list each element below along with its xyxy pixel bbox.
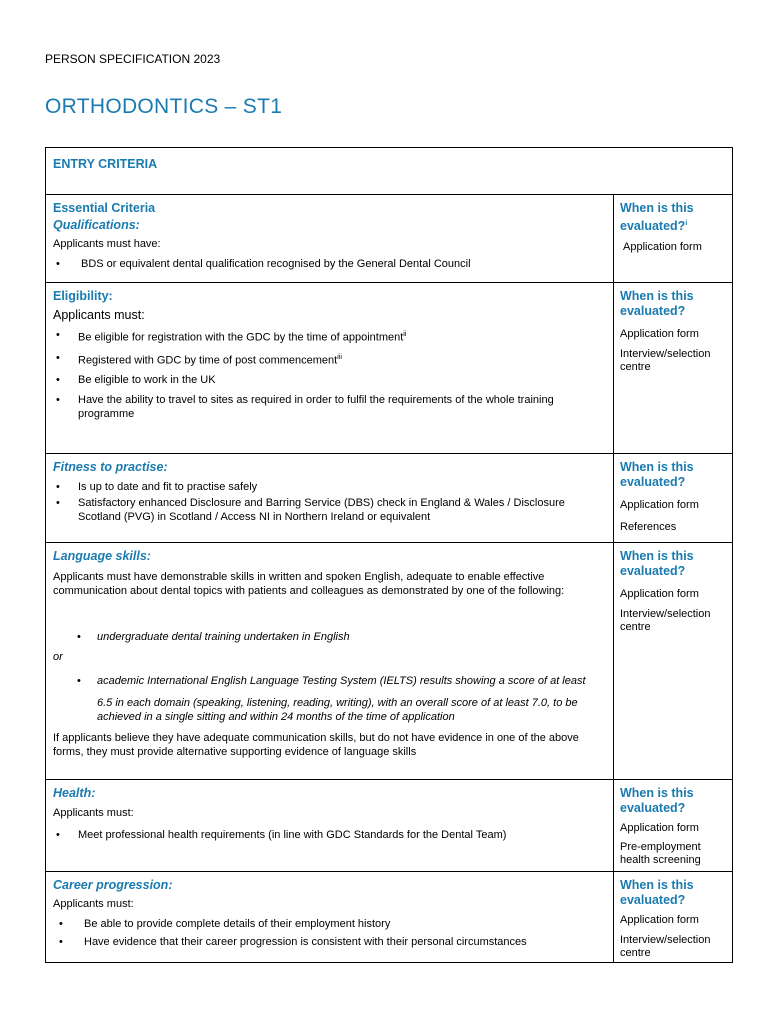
health-row bbox=[46, 779, 732, 871]
health-heading: Health: bbox=[53, 786, 96, 800]
evaluation-method: References bbox=[620, 521, 677, 533]
career-heading: Career progression: bbox=[53, 878, 173, 892]
fitness-heading: Fitness to practise: bbox=[53, 460, 168, 474]
when-evaluated-label: When is this evaluated? bbox=[620, 460, 694, 489]
list-item: • Meet professional health requirements (in line with GDC Standards for the Dental Team) bbox=[56, 829, 507, 841]
list-item: • Is up to date and fit to practise safely bbox=[56, 481, 258, 493]
qualifications-row bbox=[46, 194, 732, 282]
evaluation-method: Application form bbox=[620, 499, 699, 511]
entry-criteria-title: ENTRY CRITERIA bbox=[53, 157, 158, 171]
health-intro: Applicants must: bbox=[53, 807, 134, 819]
when-evaluated-label: When is this evaluated? bbox=[620, 289, 694, 318]
entry-criteria-row bbox=[46, 148, 732, 194]
language-row bbox=[46, 542, 732, 779]
list-item: • Satisfactory enhanced Disclosure and Barring Service (DBS) check in England & Wales / Disclosure Scotland (PVG) in Scotland / Access NI in Northern Ireland or equivalent bbox=[56, 497, 565, 523]
list-item: • Be able to provide complete details of their employment history bbox=[59, 918, 391, 930]
ielts-details: 6.5 in each domain (speaking, listening, reading, writing), with an overall score of at least 7.0, to be achieved in a single sitting and within 24 months of the time of application bbox=[97, 697, 578, 723]
language-heading: Language skills: bbox=[53, 549, 151, 563]
qualifications-intro: Applicants must have: bbox=[53, 238, 161, 250]
fitness-row bbox=[46, 453, 732, 542]
list-item: • Have the ability to travel to sites as required in order to fulfil the requirements of the whole training programme bbox=[56, 394, 554, 421]
evaluation-method: Interview/selection centre bbox=[620, 348, 711, 373]
essential-criteria-heading: Essential Criteria bbox=[53, 201, 156, 215]
eligibility-heading: Eligibility: bbox=[53, 289, 113, 303]
or-label: or bbox=[53, 651, 63, 663]
evaluation-method: Application form bbox=[620, 328, 699, 340]
career-intro: Applicants must: bbox=[53, 898, 134, 910]
evaluation-method: Application form bbox=[620, 588, 699, 600]
when-evaluated-label: When is this evaluated?$^i$ bbox=[620, 201, 694, 234]
list-item: • Be eligible for registration with the GDC by the time of appointment$^{ii}$ bbox=[56, 329, 407, 344]
evaluation-method: Application form bbox=[623, 241, 702, 254]
evaluation-method: Application form bbox=[620, 822, 699, 834]
language-intro: Applicants must have demonstrable skills in written and spoken English, adequate to enable effective communication about dental topics with patients and colleagues as demonstrated by one of the following: bbox=[53, 571, 565, 597]
eligibility-intro: Applicants must: bbox=[53, 308, 145, 322]
evaluation-method: Application form bbox=[620, 914, 699, 926]
list-item: • undergraduate dental training undertaken in English bbox=[77, 631, 350, 643]
list-item: • BDS or equivalent dental qualification recognised by the General Dental Council bbox=[56, 258, 471, 270]
language-outro: If applicants believe they have adequate communication skills, but do not have evidence in one of the above forms, they must provide alternative supporting evidence of language skills bbox=[53, 732, 579, 758]
qualifications-heading: Qualifications: bbox=[53, 218, 140, 232]
eligibility-row bbox=[46, 282, 732, 453]
when-evaluated-label: When is this evaluated? bbox=[620, 786, 694, 815]
list-item: • Be eligible to work in the UK bbox=[56, 374, 216, 387]
evaluation-method: Interview/selection centre bbox=[620, 608, 711, 633]
list-item: • academic International English Language Testing System (IELTS) results showing a score of at least bbox=[77, 675, 586, 687]
list-item: • Have evidence that their career progression is consistent with their personal circumstances bbox=[59, 936, 527, 948]
career-row bbox=[46, 871, 732, 962]
when-evaluated-label: When is this evaluated? bbox=[620, 549, 694, 578]
list-item: • Registered with GDC by time of post commencement$^{iii}$ bbox=[56, 351, 342, 367]
header-label: PERSON SPECIFICATION 2023 bbox=[45, 52, 221, 66]
when-evaluated-label: When is this evaluated? bbox=[620, 878, 694, 907]
evaluation-method: Pre-employment health screening bbox=[620, 841, 701, 866]
evaluation-method: Interview/selection centre bbox=[620, 934, 711, 959]
criteria-table bbox=[45, 147, 733, 963]
document-title: ORTHODONTICS – ST1 bbox=[45, 95, 283, 118]
